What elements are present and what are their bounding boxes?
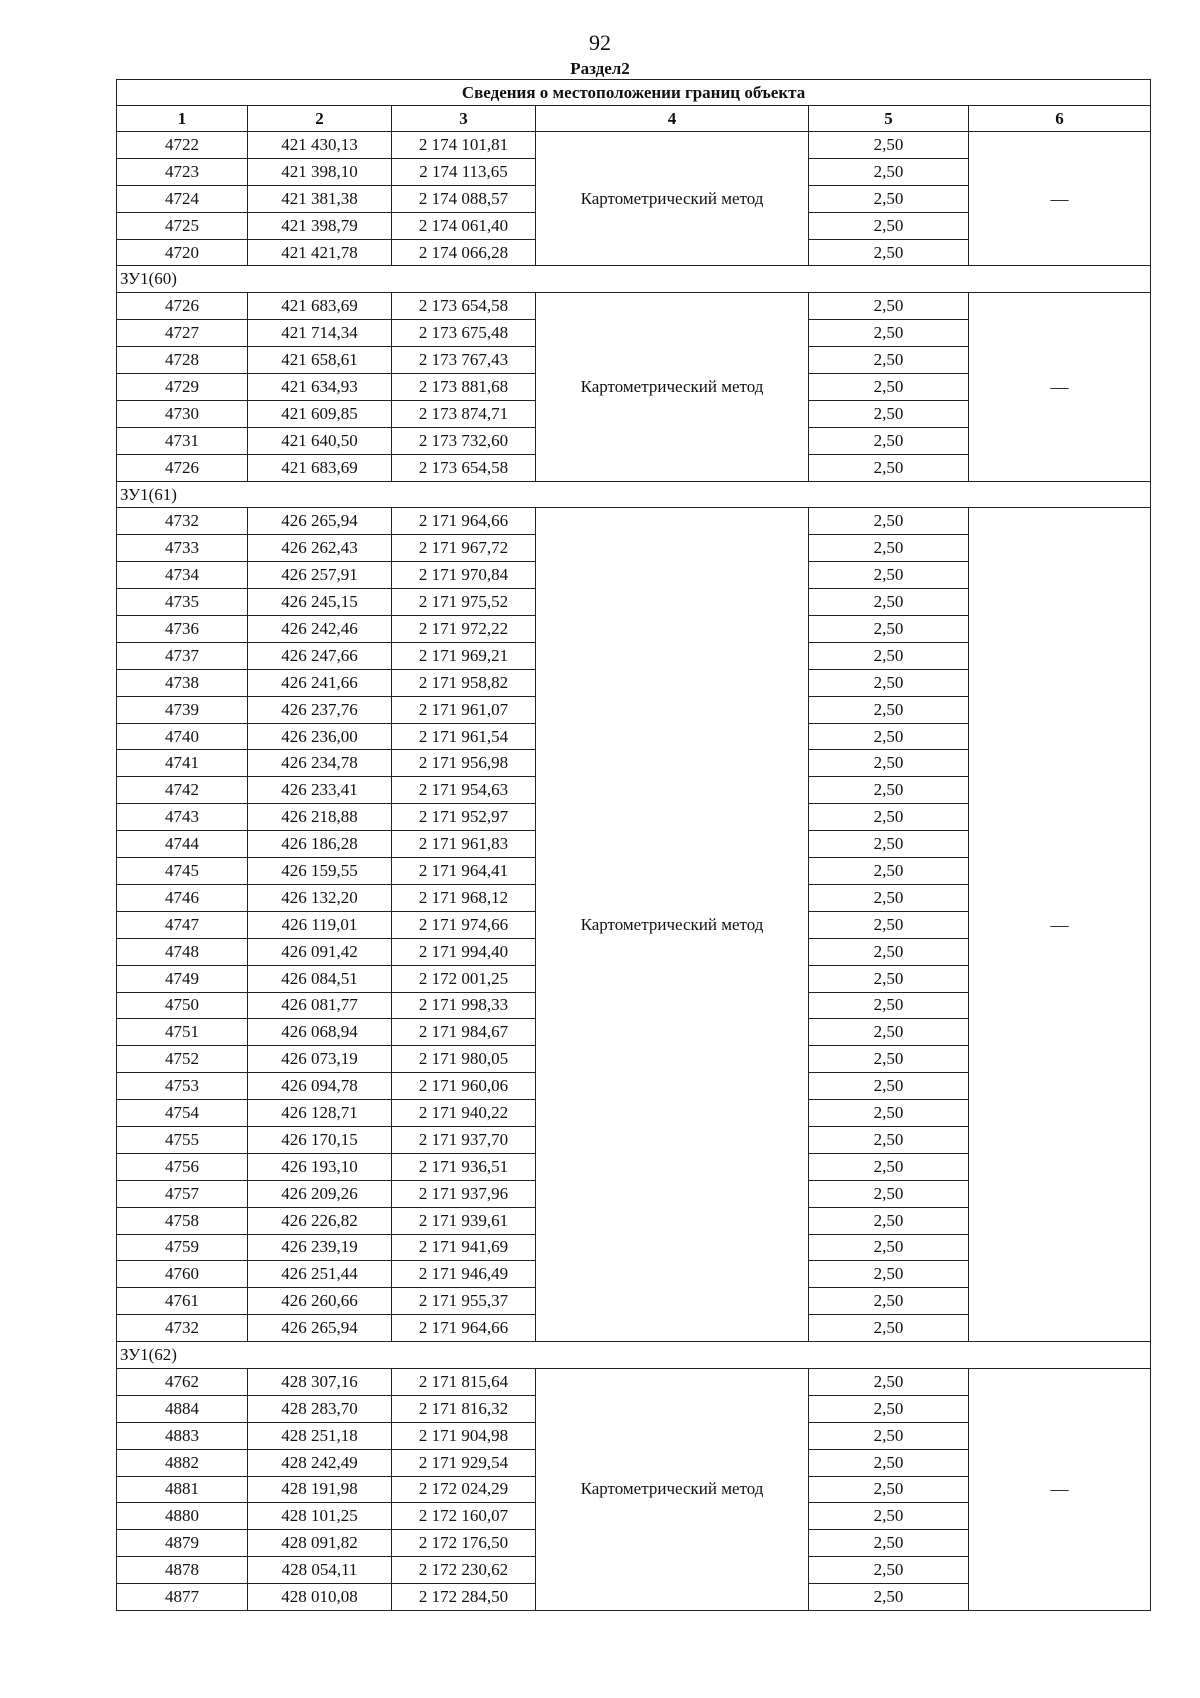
point-number-cell: 4732	[117, 1315, 248, 1342]
column-number: 2	[248, 106, 392, 132]
precision-cell: 2,50	[809, 1261, 969, 1288]
point-number-cell: 4739	[117, 696, 248, 723]
group-header-row	[117, 481, 1151, 508]
point-number-cell: 4732	[117, 508, 248, 535]
point-number-cell: 4762	[117, 1368, 248, 1395]
y-coordinate-cell: 2 171 974,66	[392, 911, 536, 938]
page-number: 92	[589, 30, 611, 55]
y-coordinate-cell: 2 171 964,66	[392, 1315, 536, 1342]
precision-cell: 2,50	[809, 562, 969, 589]
group-header-row	[117, 1342, 1151, 1369]
precision-cell: 2,50	[809, 1449, 969, 1476]
point-number-cell: 4749	[117, 965, 248, 992]
y-coordinate-cell: 2 171 964,66	[392, 508, 536, 535]
precision-cell: 2,50	[809, 132, 969, 159]
precision-cell: 2,50	[809, 400, 969, 427]
group-label: ЗУ1(61)	[117, 481, 1151, 508]
column-number: 3	[392, 106, 536, 132]
x-coordinate-cell: 426 251,44	[248, 1261, 392, 1288]
x-coordinate-cell: 426 186,28	[248, 831, 392, 858]
precision-cell: 2,50	[809, 1476, 969, 1503]
precision-cell: 2,50	[809, 804, 969, 831]
precision-cell: 2,50	[809, 1153, 969, 1180]
x-coordinate-cell: 421 430,13	[248, 132, 392, 159]
precision-cell: 2,50	[809, 320, 969, 347]
precision-cell: 2,50	[809, 1046, 969, 1073]
x-coordinate-cell: 428 054,11	[248, 1557, 392, 1584]
x-coordinate-cell: 426 170,15	[248, 1126, 392, 1153]
y-coordinate-cell: 2 171 936,51	[392, 1153, 536, 1180]
point-number-cell: 4726	[117, 454, 248, 481]
x-coordinate-cell: 421 634,93	[248, 374, 392, 401]
x-coordinate-cell: 426 218,88	[248, 804, 392, 831]
x-coordinate-cell: 428 283,70	[248, 1395, 392, 1422]
precision-cell: 2,50	[809, 750, 969, 777]
table-caption-row	[117, 80, 1151, 106]
y-coordinate-cell: 2 171 954,63	[392, 777, 536, 804]
y-coordinate-cell: 2 171 904,98	[392, 1422, 536, 1449]
y-coordinate-cell: 2 171 940,22	[392, 1100, 536, 1127]
table-row	[117, 1368, 1151, 1395]
x-coordinate-cell: 421 683,69	[248, 293, 392, 320]
point-number-cell: 4884	[117, 1395, 248, 1422]
method-cell: Картометрический метод	[536, 132, 809, 266]
point-number-cell: 4761	[117, 1288, 248, 1315]
x-coordinate-cell: 428 242,49	[248, 1449, 392, 1476]
y-coordinate-cell: 2 173 732,60	[392, 427, 536, 454]
precision-cell: 2,50	[809, 1395, 969, 1422]
x-coordinate-cell: 421 381,38	[248, 185, 392, 212]
precision-cell: 2,50	[809, 427, 969, 454]
y-coordinate-cell: 2 171 952,97	[392, 804, 536, 831]
x-coordinate-cell: 428 251,18	[248, 1422, 392, 1449]
column-number: 1	[117, 106, 248, 132]
y-coordinate-cell: 2 171 955,37	[392, 1288, 536, 1315]
point-number-cell: 4742	[117, 777, 248, 804]
y-coordinate-cell: 2 174 113,65	[392, 158, 536, 185]
y-coordinate-cell: 2 171 956,98	[392, 750, 536, 777]
point-number-cell: 4743	[117, 804, 248, 831]
precision-cell: 2,50	[809, 293, 969, 320]
y-coordinate-cell: 2 172 160,07	[392, 1503, 536, 1530]
point-number-cell: 4725	[117, 212, 248, 239]
point-number-cell: 4751	[117, 1019, 248, 1046]
column-6-cell: —	[969, 132, 1151, 266]
x-coordinate-cell: 421 421,78	[248, 239, 392, 266]
point-number-cell: 4734	[117, 562, 248, 589]
y-coordinate-cell: 2 171 941,69	[392, 1234, 536, 1261]
point-number-cell: 4747	[117, 911, 248, 938]
precision-cell: 2,50	[809, 1584, 969, 1611]
section-title: Раздел2	[570, 59, 630, 78]
x-coordinate-cell: 426 239,19	[248, 1234, 392, 1261]
precision-cell: 2,50	[809, 1503, 969, 1530]
x-coordinate-cell: 421 609,85	[248, 400, 392, 427]
point-number-cell: 4748	[117, 938, 248, 965]
x-coordinate-cell: 426 226,82	[248, 1207, 392, 1234]
x-coordinate-cell: 421 640,50	[248, 427, 392, 454]
point-number-cell: 4750	[117, 992, 248, 1019]
precision-cell: 2,50	[809, 1422, 969, 1449]
method-cell: Картометрический метод	[536, 508, 809, 1342]
x-coordinate-cell: 426 094,78	[248, 1073, 392, 1100]
y-coordinate-cell: 2 171 980,05	[392, 1046, 536, 1073]
point-number-cell: 4757	[117, 1180, 248, 1207]
point-number-cell: 4883	[117, 1422, 248, 1449]
point-number-cell: 4754	[117, 1100, 248, 1127]
x-coordinate-cell: 426 257,91	[248, 562, 392, 589]
point-number-cell: 4760	[117, 1261, 248, 1288]
y-coordinate-cell: 2 173 881,68	[392, 374, 536, 401]
x-coordinate-cell: 428 091,82	[248, 1530, 392, 1557]
point-number-cell: 4724	[117, 185, 248, 212]
y-coordinate-cell: 2 172 284,50	[392, 1584, 536, 1611]
x-coordinate-cell: 426 159,55	[248, 858, 392, 885]
y-coordinate-cell: 2 171 815,64	[392, 1368, 536, 1395]
x-coordinate-cell: 428 010,08	[248, 1584, 392, 1611]
precision-cell: 2,50	[809, 1234, 969, 1261]
precision-cell: 2,50	[809, 239, 969, 266]
column-number: 6	[969, 106, 1151, 132]
precision-cell: 2,50	[809, 696, 969, 723]
point-number-cell: 4752	[117, 1046, 248, 1073]
x-coordinate-cell: 426 247,66	[248, 642, 392, 669]
x-coordinate-cell: 426 262,43	[248, 535, 392, 562]
precision-cell: 2,50	[809, 589, 969, 616]
point-number-cell: 4733	[117, 535, 248, 562]
y-coordinate-cell: 2 171 998,33	[392, 992, 536, 1019]
y-coordinate-cell: 2 171 972,22	[392, 616, 536, 643]
method-cell: Картометрический метод	[536, 1368, 809, 1610]
x-coordinate-cell: 426 236,00	[248, 723, 392, 750]
precision-cell: 2,50	[809, 911, 969, 938]
x-coordinate-cell: 426 084,51	[248, 965, 392, 992]
precision-cell: 2,50	[809, 1073, 969, 1100]
point-number-cell: 4729	[117, 374, 248, 401]
precision-cell: 2,50	[809, 212, 969, 239]
precision-cell: 2,50	[809, 347, 969, 374]
y-coordinate-cell: 2 173 654,58	[392, 454, 536, 481]
y-coordinate-cell: 2 172 230,62	[392, 1557, 536, 1584]
column-number: 5	[809, 106, 969, 132]
point-number-cell: 4726	[117, 293, 248, 320]
precision-cell: 2,50	[809, 992, 969, 1019]
column-number: 4	[536, 106, 809, 132]
point-number-cell: 4730	[117, 400, 248, 427]
point-number-cell: 4740	[117, 723, 248, 750]
precision-cell: 2,50	[809, 1315, 969, 1342]
y-coordinate-cell: 2 173 767,43	[392, 347, 536, 374]
precision-cell: 2,50	[809, 1100, 969, 1127]
point-number-cell: 4756	[117, 1153, 248, 1180]
precision-cell: 2,50	[809, 454, 969, 481]
point-number-cell: 4759	[117, 1234, 248, 1261]
table-row	[117, 508, 1151, 535]
y-coordinate-cell: 2 171 964,41	[392, 858, 536, 885]
precision-cell: 2,50	[809, 858, 969, 885]
point-number-cell: 4738	[117, 669, 248, 696]
x-coordinate-cell: 426 132,20	[248, 884, 392, 911]
table-row	[117, 293, 1151, 320]
method-cell: Картометрический метод	[536, 293, 809, 481]
group-label: ЗУ1(60)	[117, 266, 1151, 293]
x-coordinate-cell: 426 119,01	[248, 911, 392, 938]
point-number-cell: 4741	[117, 750, 248, 777]
x-coordinate-cell: 426 068,94	[248, 1019, 392, 1046]
precision-cell: 2,50	[809, 374, 969, 401]
y-coordinate-cell: 2 174 066,28	[392, 239, 536, 266]
precision-cell: 2,50	[809, 1126, 969, 1153]
x-coordinate-cell: 426 265,94	[248, 508, 392, 535]
precision-cell: 2,50	[809, 508, 969, 535]
table-row	[117, 132, 1151, 159]
y-coordinate-cell: 2 171 969,21	[392, 642, 536, 669]
precision-cell: 2,50	[809, 1530, 969, 1557]
point-number-cell: 4758	[117, 1207, 248, 1234]
x-coordinate-cell: 426 073,19	[248, 1046, 392, 1073]
group-label: ЗУ1(62)	[117, 1342, 1151, 1369]
precision-cell: 2,50	[809, 1288, 969, 1315]
y-coordinate-cell: 2 171 961,83	[392, 831, 536, 858]
y-coordinate-cell: 2 172 001,25	[392, 965, 536, 992]
y-coordinate-cell: 2 174 088,57	[392, 185, 536, 212]
point-number-cell: 4753	[117, 1073, 248, 1100]
column-6-cell: —	[969, 1368, 1151, 1610]
y-coordinate-cell: 2 172 024,29	[392, 1476, 536, 1503]
y-coordinate-cell: 2 174 061,40	[392, 212, 536, 239]
x-coordinate-cell: 426 237,76	[248, 696, 392, 723]
precision-cell: 2,50	[809, 185, 969, 212]
x-coordinate-cell: 426 233,41	[248, 777, 392, 804]
point-number-cell: 4882	[117, 1449, 248, 1476]
y-coordinate-cell: 2 172 176,50	[392, 1530, 536, 1557]
y-coordinate-cell: 2 171 816,32	[392, 1395, 536, 1422]
y-coordinate-cell: 2 173 874,71	[392, 400, 536, 427]
y-coordinate-cell: 2 171 939,61	[392, 1207, 536, 1234]
point-number-cell: 4878	[117, 1557, 248, 1584]
precision-cell: 2,50	[809, 1368, 969, 1395]
precision-cell: 2,50	[809, 777, 969, 804]
x-coordinate-cell: 421 658,61	[248, 347, 392, 374]
point-number-cell: 4723	[117, 158, 248, 185]
point-number-cell: 4727	[117, 320, 248, 347]
precision-cell: 2,50	[809, 158, 969, 185]
x-coordinate-cell: 426 241,66	[248, 669, 392, 696]
y-coordinate-cell: 2 171 946,49	[392, 1261, 536, 1288]
x-coordinate-cell: 421 398,79	[248, 212, 392, 239]
x-coordinate-cell: 428 101,25	[248, 1503, 392, 1530]
point-number-cell: 4744	[117, 831, 248, 858]
y-coordinate-cell: 2 171 968,12	[392, 884, 536, 911]
precision-cell: 2,50	[809, 884, 969, 911]
point-number-cell: 4736	[117, 616, 248, 643]
column-numbers-row	[117, 106, 1151, 132]
precision-cell: 2,50	[809, 1557, 969, 1584]
x-coordinate-cell: 421 398,10	[248, 158, 392, 185]
y-coordinate-cell: 2 171 975,52	[392, 589, 536, 616]
precision-cell: 2,50	[809, 535, 969, 562]
x-coordinate-cell: 421 714,34	[248, 320, 392, 347]
point-number-cell: 4746	[117, 884, 248, 911]
x-coordinate-cell: 426 128,71	[248, 1100, 392, 1127]
precision-cell: 2,50	[809, 669, 969, 696]
point-number-cell: 4735	[117, 589, 248, 616]
point-number-cell: 4755	[117, 1126, 248, 1153]
x-coordinate-cell: 426 209,26	[248, 1180, 392, 1207]
precision-cell: 2,50	[809, 642, 969, 669]
x-coordinate-cell: 426 245,15	[248, 589, 392, 616]
point-number-cell: 4881	[117, 1476, 248, 1503]
point-number-cell: 4880	[117, 1503, 248, 1530]
point-number-cell: 4879	[117, 1530, 248, 1557]
point-number-cell: 4722	[117, 132, 248, 159]
x-coordinate-cell: 426 091,42	[248, 938, 392, 965]
precision-cell: 2,50	[809, 1207, 969, 1234]
point-number-cell: 4877	[117, 1584, 248, 1611]
column-6-cell: —	[969, 293, 1151, 481]
y-coordinate-cell: 2 171 994,40	[392, 938, 536, 965]
precision-cell: 2,50	[809, 965, 969, 992]
x-coordinate-cell: 428 307,16	[248, 1368, 392, 1395]
table-caption: Сведения о местоположении границ объекта	[117, 80, 1151, 106]
y-coordinate-cell: 2 171 984,67	[392, 1019, 536, 1046]
x-coordinate-cell: 421 683,69	[248, 454, 392, 481]
y-coordinate-cell: 2 171 970,84	[392, 562, 536, 589]
y-coordinate-cell: 2 171 937,70	[392, 1126, 536, 1153]
y-coordinate-cell: 2 174 101,81	[392, 132, 536, 159]
y-coordinate-cell: 2 171 937,96	[392, 1180, 536, 1207]
x-coordinate-cell: 426 265,94	[248, 1315, 392, 1342]
point-number-cell: 4731	[117, 427, 248, 454]
x-coordinate-cell: 426 234,78	[248, 750, 392, 777]
precision-cell: 2,50	[809, 831, 969, 858]
x-coordinate-cell: 426 193,10	[248, 1153, 392, 1180]
boundary-coordinates-table	[116, 79, 1151, 1611]
precision-cell: 2,50	[809, 1019, 969, 1046]
precision-cell: 2,50	[809, 938, 969, 965]
y-coordinate-cell: 2 173 675,48	[392, 320, 536, 347]
precision-cell: 2,50	[809, 616, 969, 643]
y-coordinate-cell: 2 171 958,82	[392, 669, 536, 696]
y-coordinate-cell: 2 171 967,72	[392, 535, 536, 562]
x-coordinate-cell: 426 260,66	[248, 1288, 392, 1315]
y-coordinate-cell: 2 171 961,54	[392, 723, 536, 750]
x-coordinate-cell: 428 191,98	[248, 1476, 392, 1503]
precision-cell: 2,50	[809, 1180, 969, 1207]
point-number-cell: 4737	[117, 642, 248, 669]
point-number-cell: 4720	[117, 239, 248, 266]
point-number-cell: 4745	[117, 858, 248, 885]
column-6-cell: —	[969, 508, 1151, 1342]
x-coordinate-cell: 426 081,77	[248, 992, 392, 1019]
point-number-cell: 4728	[117, 347, 248, 374]
y-coordinate-cell: 2 173 654,58	[392, 293, 536, 320]
group-header-row	[117, 266, 1151, 293]
y-coordinate-cell: 2 171 929,54	[392, 1449, 536, 1476]
x-coordinate-cell: 426 242,46	[248, 616, 392, 643]
precision-cell: 2,50	[809, 723, 969, 750]
y-coordinate-cell: 2 171 961,07	[392, 696, 536, 723]
y-coordinate-cell: 2 171 960,06	[392, 1073, 536, 1100]
